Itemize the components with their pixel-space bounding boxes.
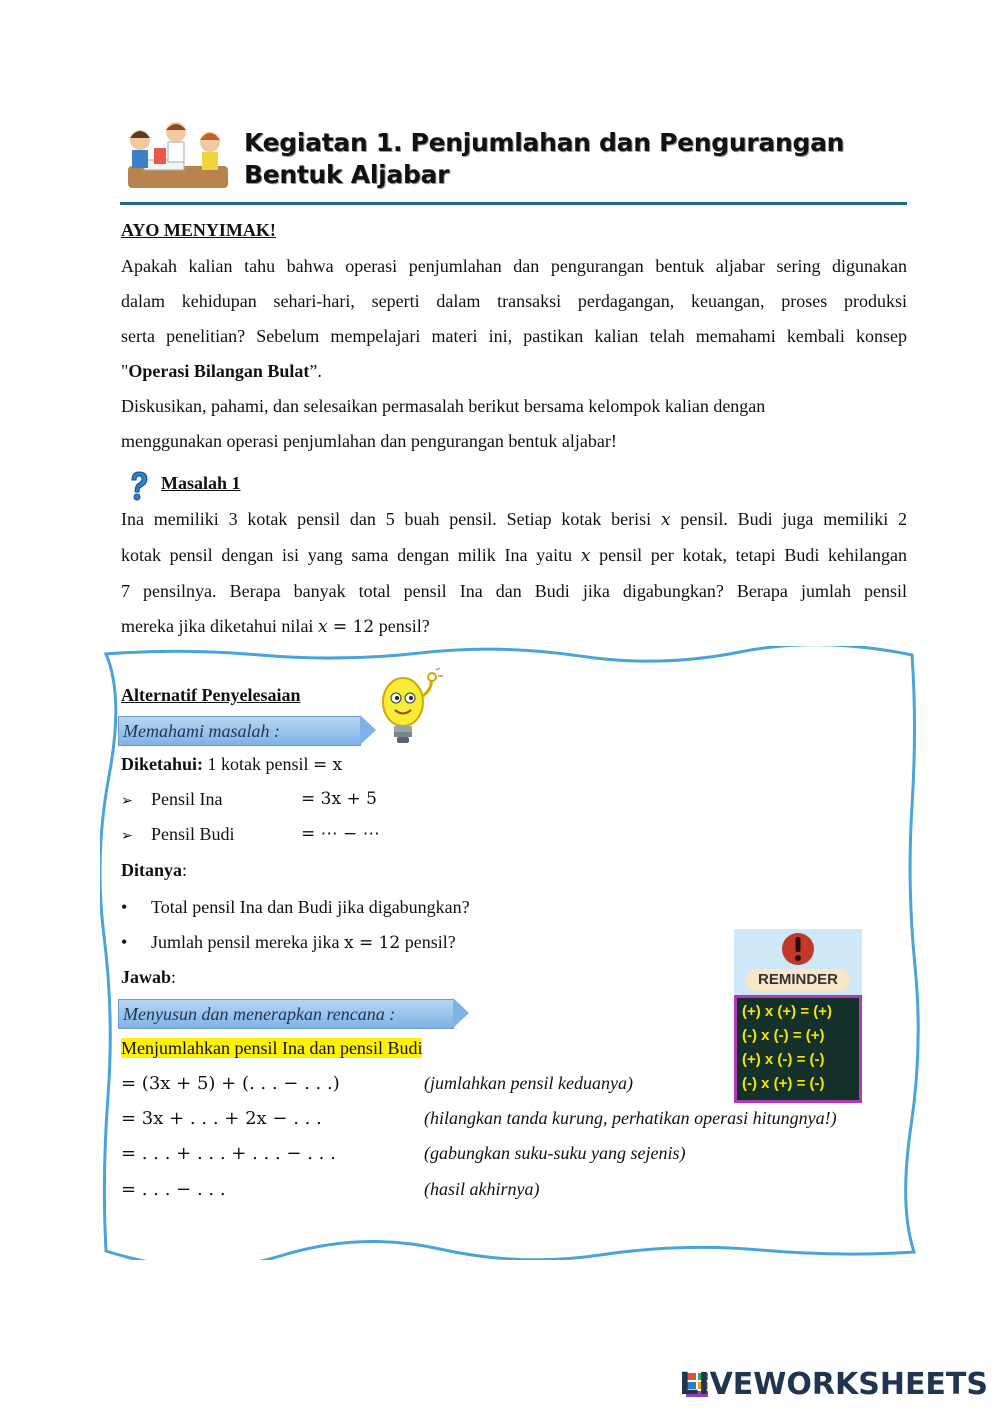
arrow-bullet-icon: ➢ [121, 793, 133, 809]
text: kotak pensil dengan isi yang sama dengan milik Ina yaitu [121, 545, 581, 565]
item-value: = ⋯ − ⋯ [301, 824, 380, 844]
page-title-line1: Kegiatan 1. Penjumlahan dan Pengurangan [244, 128, 845, 157]
tag-arrow [360, 715, 376, 745]
step-note: (hilangkan tanda kurung, perhatikan operasi hitungnya!) [424, 1108, 837, 1128]
reminder-card [734, 929, 862, 1101]
masalah-paragraph [121, 502, 907, 645]
masalah-line [121, 538, 907, 574]
highlight-text: Menjumlahkan pensil Ina dan pensil Budi [121, 1038, 423, 1058]
tag-menyusun-rencana: Menyusun dan menerapkan rencana : [118, 999, 454, 1029]
step-expr: = . . . − . . . [121, 1179, 226, 1200]
highlight-line [121, 1031, 422, 1066]
math-eq: = 12 [327, 617, 375, 637]
step-note: (jumlahkan pensil keduanya) [424, 1073, 633, 1093]
text: pensil per kotak, tetapi Budi kehilangan [590, 545, 907, 565]
intro-heading: AYO MENYIMAK! [121, 220, 276, 240]
step-expr: = (3x + 5) + (. . . − . . .) [121, 1073, 340, 1094]
item-value: = 3x + 5 [301, 789, 377, 809]
question-item [121, 890, 470, 925]
quote-close: ”. [309, 361, 322, 381]
list-item [121, 782, 377, 819]
colon: : [182, 860, 188, 880]
reminder-rule: (+) x (+) = (+) [742, 1003, 833, 1020]
question-text [151, 925, 456, 961]
lightbulb-icon [373, 668, 443, 750]
arrow-bullet-icon: ➢ [121, 828, 133, 844]
colon: : [171, 967, 177, 987]
step-note: (hasil akhirnya) [424, 1179, 540, 1199]
ditanya-line [121, 853, 187, 888]
intro-line [121, 354, 907, 389]
text: pensil. Budi juga memiliki 2 [670, 509, 907, 529]
reminder-header [734, 929, 862, 995]
page-title [244, 127, 924, 191]
diketahui-label: Diketahui: [121, 754, 204, 774]
header-rule [120, 202, 907, 205]
text: 1 kotak pensil [203, 754, 314, 774]
bullet-icon: • [121, 932, 128, 952]
var-x: x [580, 546, 591, 566]
masalah-label: Masalah 1 [161, 473, 241, 493]
step-expr: = 3x + . . . + 2x − . . . [121, 1108, 322, 1129]
masalah-line [121, 502, 907, 538]
intro-line: serta penelitian? Sebelum mempelajari materi ini, pastikan kalian telah memahami kembali konsep [121, 326, 907, 346]
list-item [121, 817, 380, 854]
intro-line: menggunakan operasi penjumlahan dan pengurangan bentuk aljabar! [121, 431, 617, 451]
reminder-title: REMINDER [746, 969, 850, 991]
reminder-rule: (+) x (-) = (-) [742, 1051, 825, 1068]
question-item [121, 925, 456, 960]
text: pensil? [400, 932, 456, 952]
question-text: Total pensil Ina dan Budi jika digabungkan? [151, 897, 470, 917]
page-title-line2: Bentuk Aljabar [244, 160, 450, 189]
step-expr: = . . . + . . . + . . . − . . . [121, 1143, 336, 1164]
ditanya-label: Ditanya [121, 860, 183, 880]
item-label: Pensil Budi [151, 824, 235, 844]
quote-open: " [121, 361, 129, 381]
text: Ina memiliki 3 kotak pensil dan 5 buah pensil. Setiap kotak berisi [121, 509, 661, 529]
tag-memahami-masalah: Memahami masalah : [118, 716, 361, 746]
tag-arrow [453, 998, 469, 1028]
math-expr: = x [313, 755, 343, 775]
intro-line: Diskusikan, pahami, dan selesaikan permasalah berikut bersama kelompok kalian dengan [121, 396, 766, 416]
text: mereka jika diketahui nilai [121, 616, 318, 636]
text: pensil? [374, 616, 430, 636]
reminder-board [734, 995, 862, 1103]
text: Jumlah pensil mereka jika [151, 932, 344, 952]
concept-bold: Operasi Bilangan Bulat [128, 361, 310, 381]
students-illustration [118, 118, 238, 198]
footer-brand[interactable]: LIVEWORKSHEETS [679, 1367, 988, 1402]
var-x: x [317, 617, 328, 637]
var-x: x [660, 510, 671, 530]
intro-paragraph [121, 249, 907, 459]
step-note: (gabungkan suku-suku yang sejenis) [424, 1143, 686, 1163]
masalah-line: 7 pensilnya. Berapa banyak total pensil Ina dan Budi jika digabungkan? Berapa jumlah pensil [121, 581, 907, 601]
intro-line: dalam kehidupan sehari-hari, seperti dalam transaksi perdagangan, keuangan, proses produksi [121, 291, 907, 311]
diketahui-line [121, 747, 342, 783]
jawab-line [121, 960, 176, 995]
item-label: Pensil Ina [151, 789, 223, 809]
masalah-line [121, 609, 907, 645]
reminder-rule: (-) x (+) = (-) [742, 1075, 825, 1092]
intro-line: Apakah kalian tahu bahwa operasi penjumlahan dan pengurangan bentuk aljabar sering digunakan [121, 256, 907, 276]
math-expr: x = 12 [343, 933, 401, 953]
question-icon [126, 470, 152, 502]
jawab-label: Jawab [121, 967, 172, 987]
exclamation-icon [780, 931, 816, 967]
solution-heading: Alternatif Penyelesaian [121, 685, 301, 705]
bullet-icon: • [121, 897, 128, 917]
reminder-rule: (-) x (-) = (+) [742, 1027, 825, 1044]
